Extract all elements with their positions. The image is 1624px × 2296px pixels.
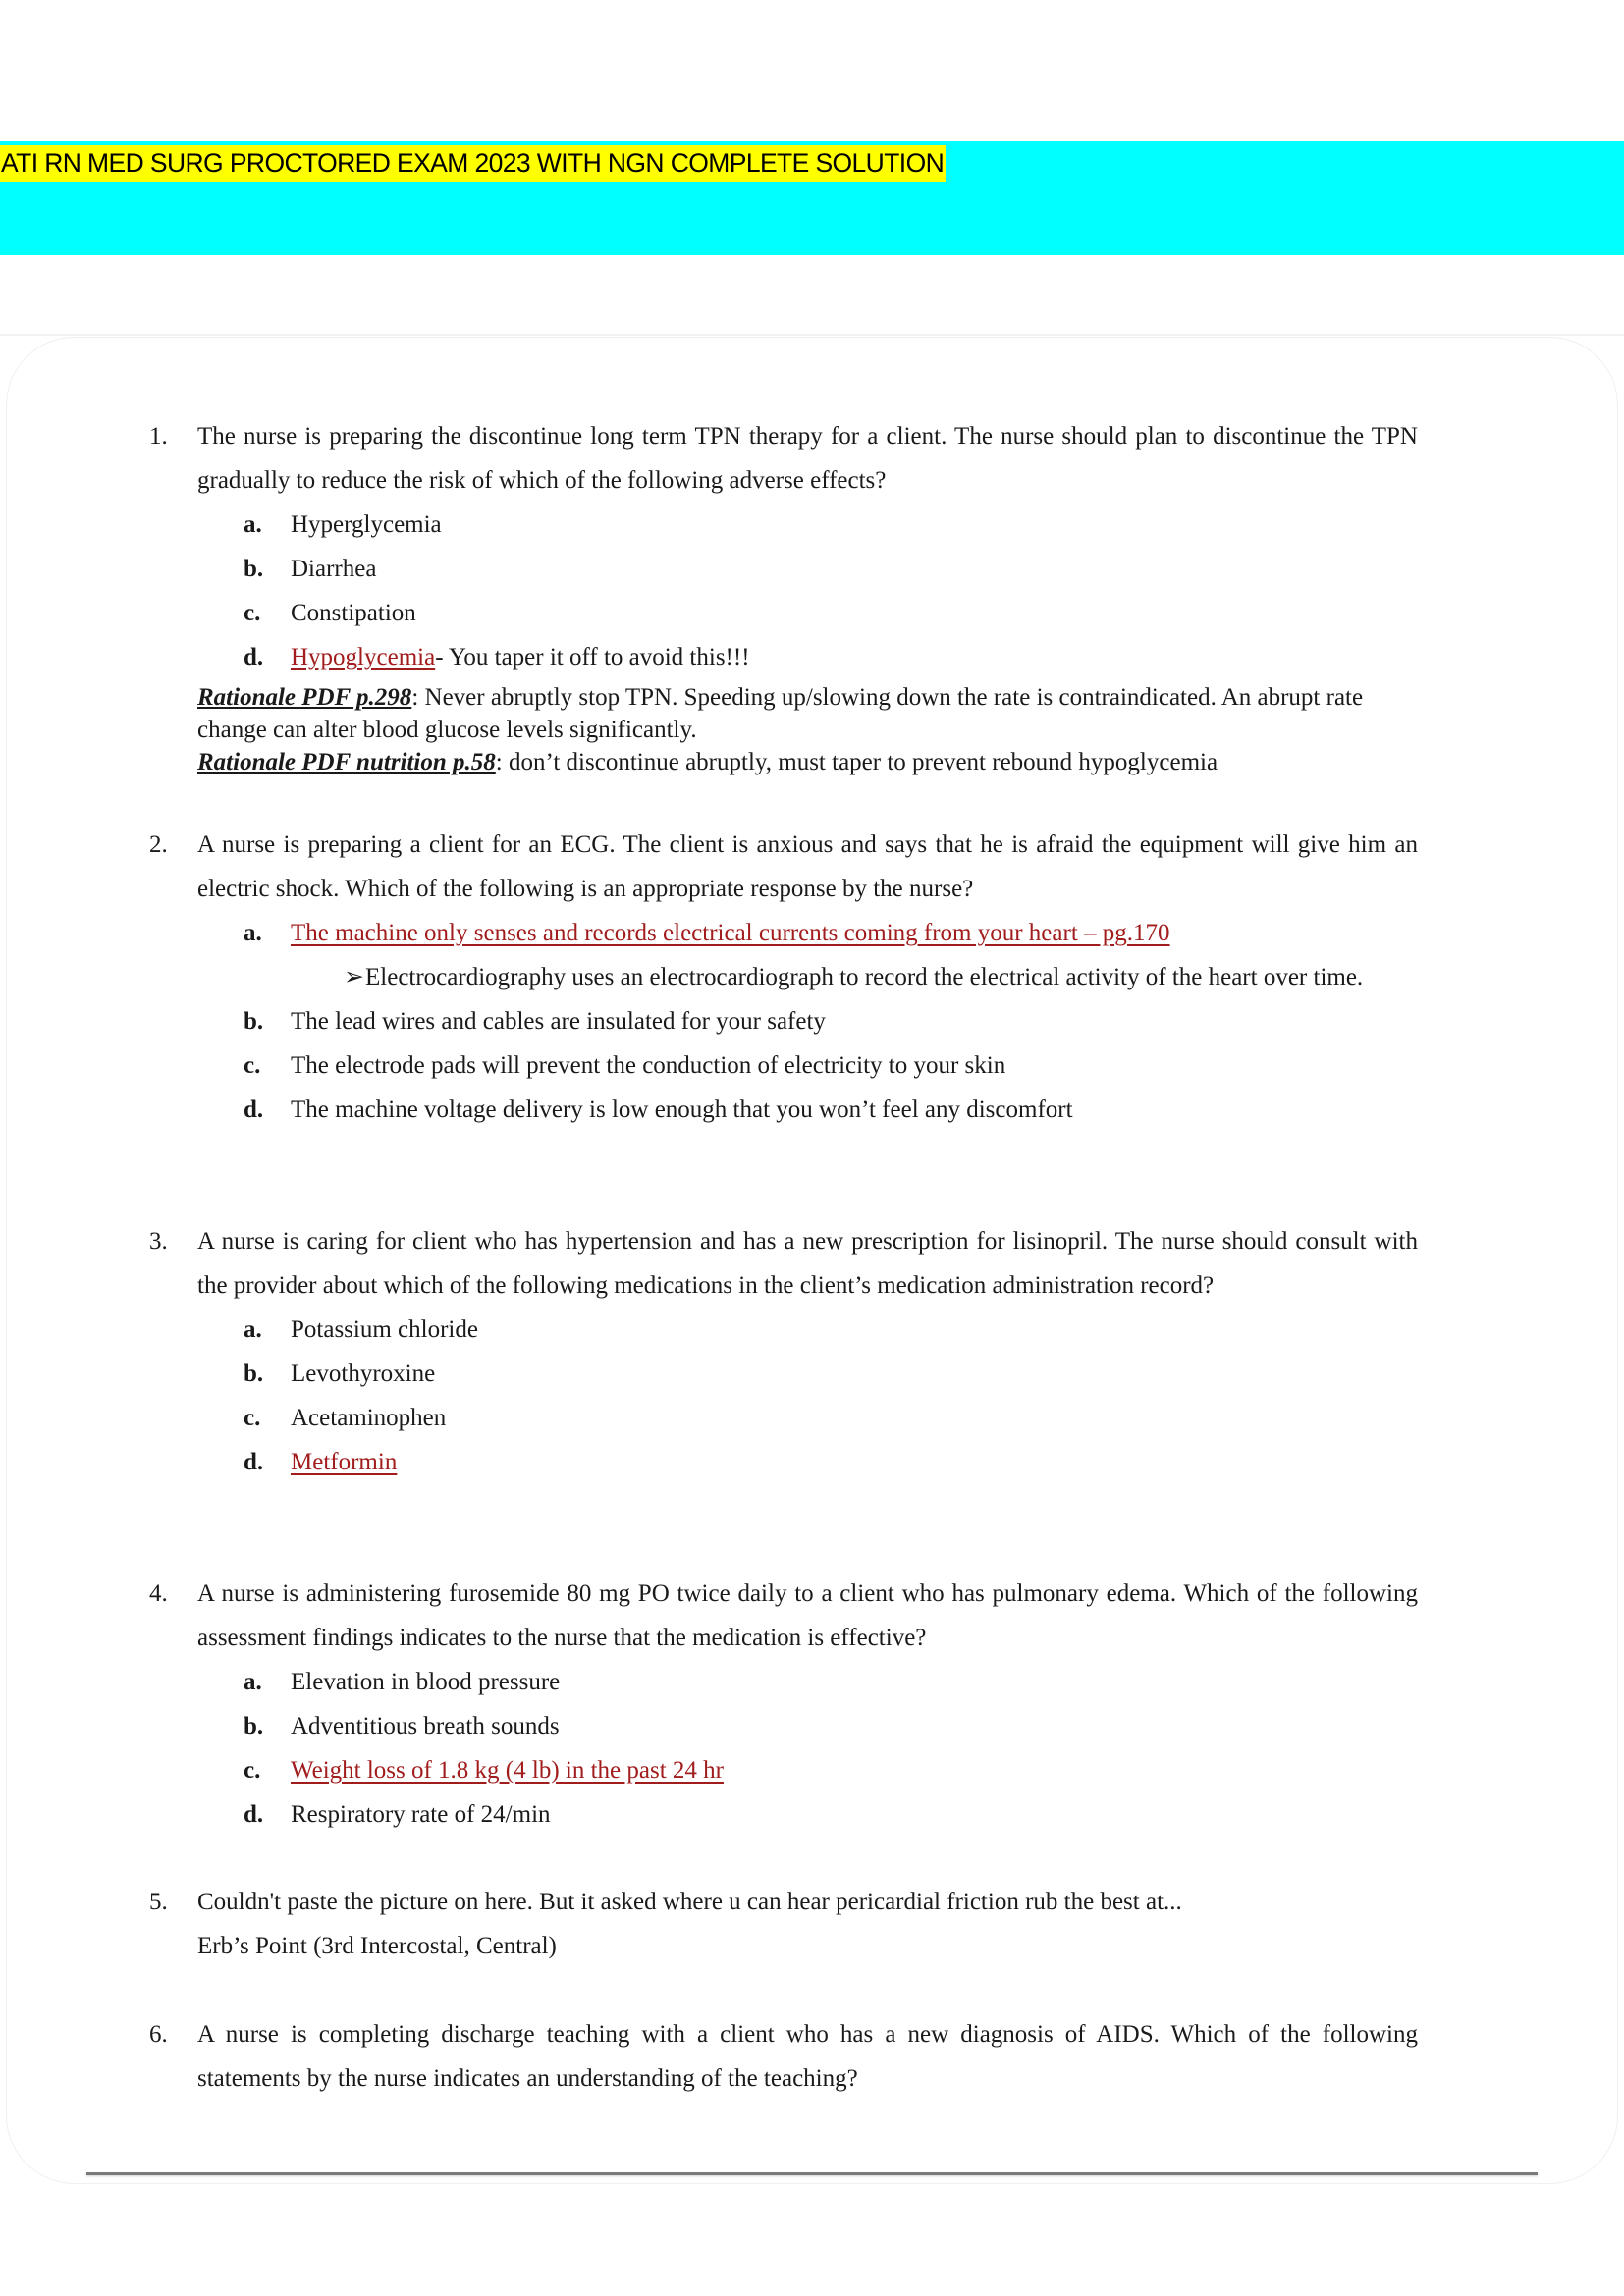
question-1 bbox=[149, 414, 1418, 778]
option-c bbox=[244, 1043, 1418, 1088]
option-a bbox=[244, 503, 1418, 547]
option-letter: a. bbox=[244, 920, 262, 946]
options-list-continued bbox=[244, 999, 1418, 1132]
question-5 bbox=[149, 1880, 1418, 1968]
page-divider-top bbox=[0, 334, 1624, 336]
option-text: Hyperglycemia bbox=[291, 511, 442, 538]
question-number: 5. bbox=[149, 1889, 168, 1915]
options-list bbox=[244, 1308, 1418, 1484]
options-list bbox=[244, 503, 1418, 679]
rationale-text: : don’t discontinue abruptly, must taper to prevent rebound hypoglycemia bbox=[495, 749, 1218, 775]
option-c bbox=[244, 1396, 1418, 1440]
option-text: Respiratory rate of 24/min bbox=[291, 1801, 551, 1828]
option-letter: d. bbox=[244, 644, 264, 670]
question-number: 2. bbox=[149, 831, 168, 858]
option-letter: a. bbox=[244, 511, 262, 538]
options-list bbox=[244, 911, 1418, 955]
option-letter: b. bbox=[244, 556, 264, 582]
option-text: Levothyroxine bbox=[291, 1361, 436, 1387]
option-letter: c. bbox=[244, 600, 261, 626]
question-4 bbox=[149, 1572, 1418, 1837]
correct-answer: Metformin bbox=[291, 1449, 398, 1475]
question-stem: A nurse is administering furosemide 80 mg PO twice daily to a client who has pulmonary edema. Which of the following assessment findings indicates to the nurse that the medication is effective? bbox=[197, 1580, 1418, 1651]
option-d bbox=[244, 1088, 1418, 1132]
option-text: The electrode pads will prevent the conduction of electricity to your skin bbox=[291, 1052, 1006, 1079]
question-number: 4. bbox=[149, 1580, 168, 1607]
option-text: Elevation in blood pressure bbox=[291, 1669, 561, 1695]
question-stem: Couldn't paste the picture on here. But it asked where u can hear pericardial friction rub the best at... bbox=[197, 1889, 1182, 1915]
option-letter: d. bbox=[244, 1801, 264, 1828]
rationale-text: : Never abruptly stop TPN. Speeding up/slowing down the rate is contraindicated. An abrupt rate change can alter blood glucose levels significantly. bbox=[197, 684, 1364, 743]
rationale-label: Rationale PDF p.298 bbox=[197, 684, 412, 711]
rationale-label: Rationale PDF nutrition p.58 bbox=[197, 749, 496, 775]
option-text: The lead wires and cables are insulated for your safety bbox=[291, 1008, 826, 1035]
question-number: 6. bbox=[149, 2021, 168, 2048]
arrow-bullet-icon: ➢ bbox=[344, 964, 364, 990]
option-letter: b. bbox=[244, 1713, 264, 1739]
option-a bbox=[244, 1660, 1418, 1704]
correct-answer: Hypoglycemia bbox=[291, 644, 436, 670]
option-b bbox=[244, 1704, 1418, 1748]
option-letter: c. bbox=[244, 1052, 261, 1079]
option-letter: b. bbox=[244, 1008, 264, 1035]
question-stem: A nurse is preparing a client for an ECG. The client is anxious and says that he is afraid the equipment will give him an electric shock. Which of the following is an appropriate response by the nurse? bbox=[197, 831, 1418, 902]
option-a bbox=[244, 1308, 1418, 1352]
option-b bbox=[244, 1352, 1418, 1396]
rationale-2 bbox=[197, 746, 1418, 778]
document-title: ATI RN MED SURG PROCTORED EXAM 2023 WITH NGN COMPLETE SOLUTION bbox=[0, 145, 946, 182]
correct-answer: Weight loss of 1.8 kg (4 lb) in the past 24 hr bbox=[291, 1757, 724, 1784]
option-letter: b. bbox=[244, 1361, 264, 1387]
title-banner bbox=[0, 141, 1624, 255]
option-letter: c. bbox=[244, 1757, 261, 1784]
explanation-text: Electrocardiography uses an electrocardiograph to record the electrical activity of the heart over time. bbox=[365, 964, 1364, 990]
correct-answer: The machine only senses and records electrical currents coming from your heart – pg.170 bbox=[291, 920, 1170, 946]
question-3 bbox=[149, 1219, 1418, 1484]
option-d bbox=[244, 1792, 1418, 1837]
option-text: Potassium chloride bbox=[291, 1316, 478, 1343]
option-letter: d. bbox=[244, 1096, 264, 1123]
rationale-1 bbox=[197, 681, 1418, 746]
option-text bbox=[291, 635, 750, 679]
page-divider-bottom bbox=[86, 2172, 1538, 2175]
option-d-correct bbox=[244, 635, 1418, 679]
option-c bbox=[244, 591, 1418, 635]
options-list bbox=[244, 1660, 1418, 1837]
option-c-correct bbox=[244, 1748, 1418, 1792]
question-2 bbox=[149, 823, 1418, 1132]
question-number: 1. bbox=[149, 423, 168, 450]
option-text: Diarrhea bbox=[291, 556, 377, 582]
option-b bbox=[244, 999, 1418, 1043]
option-letter: d. bbox=[244, 1449, 264, 1475]
explanation-bullet bbox=[344, 955, 1418, 999]
question-number: 3. bbox=[149, 1228, 168, 1255]
question-stem: A nurse is caring for client who has hypertension and has a new prescription for lisinopril. The nurse should consult with the provider about which of the following medications in the client’s medication administration record? bbox=[197, 1228, 1418, 1299]
answer-line: Erb’s Point (3rd Intercostal, Central) bbox=[197, 1933, 557, 1959]
question-stem: The nurse is preparing the discontinue long term TPN therapy for a client. The nurse should plan to discontinue the TPN gradually to reduce the risk of which of the following adverse effects? bbox=[197, 423, 1418, 494]
option-text: Adventitious breath sounds bbox=[291, 1713, 560, 1739]
option-a-correct bbox=[244, 911, 1418, 955]
option-d-correct bbox=[244, 1440, 1418, 1484]
option-text: Constipation bbox=[291, 600, 416, 626]
option-letter: c. bbox=[244, 1405, 261, 1431]
answer-note: - You taper it off to avoid this!!! bbox=[435, 644, 750, 670]
option-letter: a. bbox=[244, 1669, 262, 1695]
option-text: The machine voltage delivery is low enough that you won’t feel any discomfort bbox=[291, 1096, 1073, 1123]
question-stem: A nurse is completing discharge teaching with a client who has a new diagnosis of AIDS. Which of the following statements by the nurse indicates an understanding of the teaching? bbox=[197, 2021, 1418, 2092]
question-6 bbox=[149, 2012, 1418, 2101]
option-letter: a. bbox=[244, 1316, 262, 1343]
option-text: Acetaminophen bbox=[291, 1405, 447, 1431]
option-b bbox=[244, 547, 1418, 591]
